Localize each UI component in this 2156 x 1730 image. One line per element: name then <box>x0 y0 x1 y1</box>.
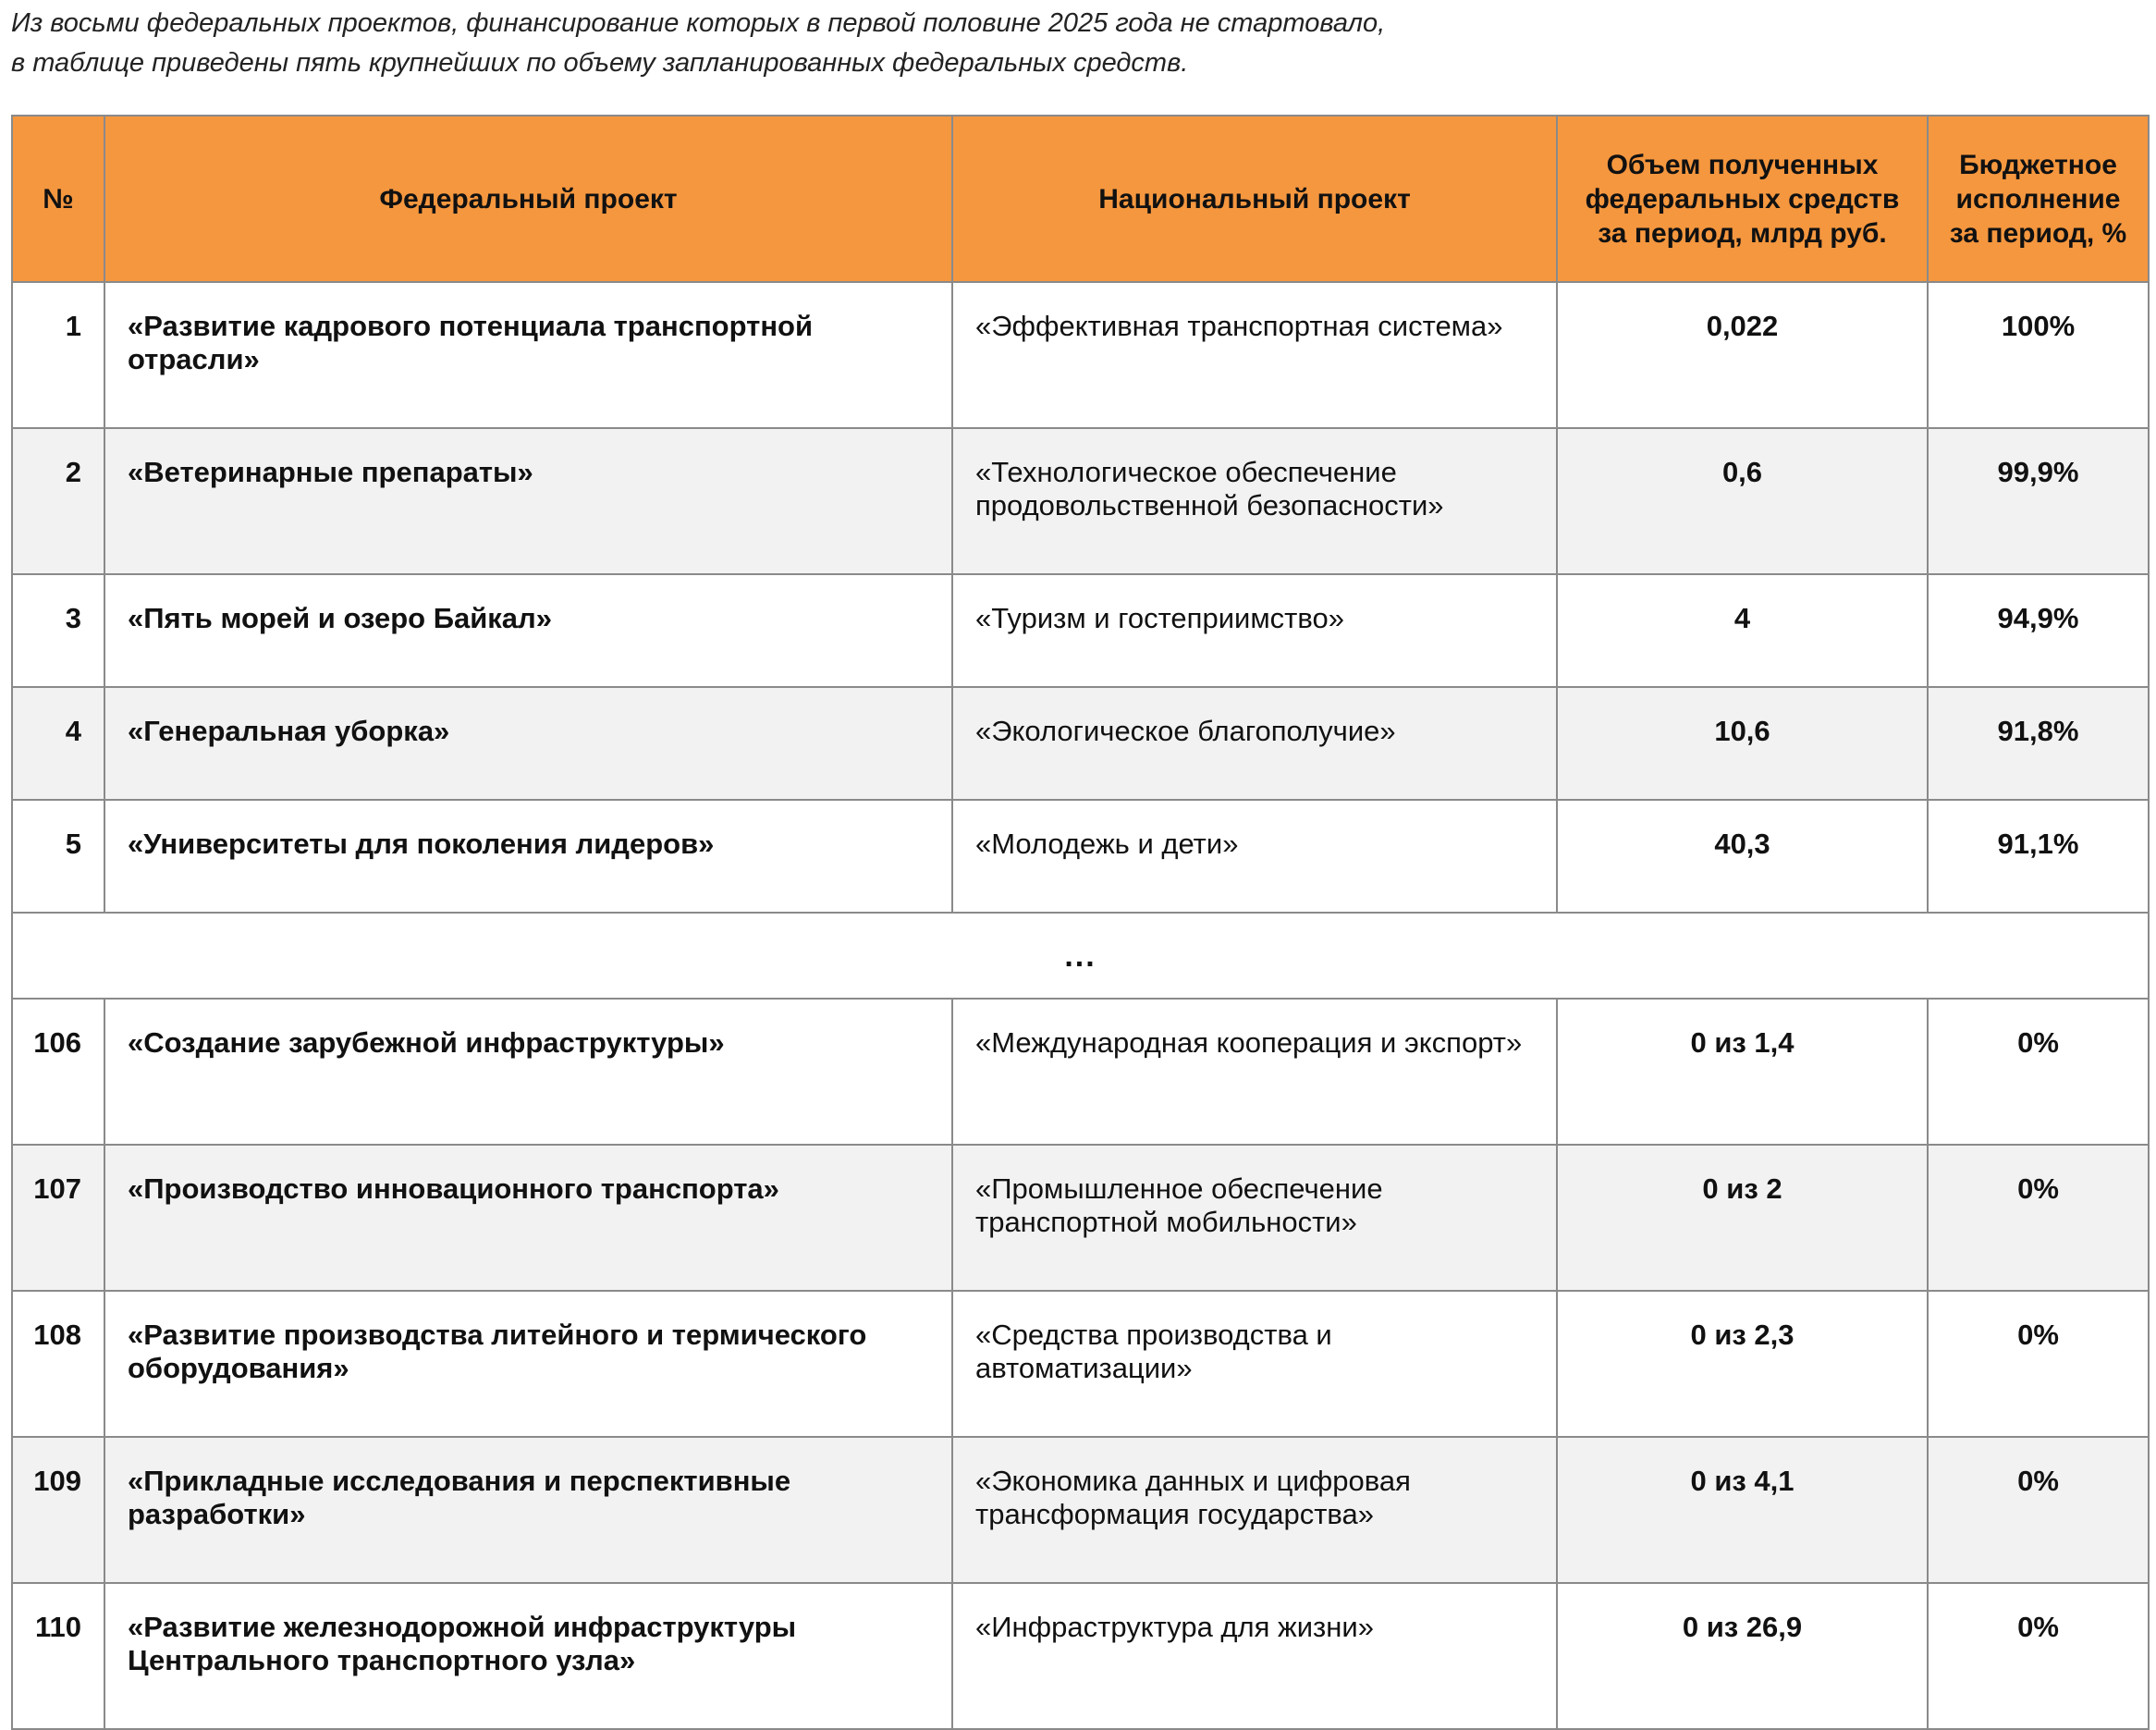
table-caption-note <box>11 4 2138 83</box>
budget-execution: 94,9% <box>1928 574 2149 687</box>
federal-projects-table <box>11 115 2150 1730</box>
ellipsis-separator: ... <box>12 913 2149 999</box>
table-row <box>12 1583 2149 1729</box>
budget-execution: 91,1% <box>1928 800 2149 913</box>
row-number: 2 <box>12 428 104 574</box>
national-project-name: «Экологическое благополучие» <box>952 687 1557 800</box>
table-row <box>12 574 2149 687</box>
national-project-name: «Инфраструктура для жизни» <box>952 1583 1557 1729</box>
national-project-name: «Молодежь и дети» <box>952 800 1557 913</box>
budget-execution: 0% <box>1928 1583 2149 1729</box>
budget-execution: 0% <box>1928 999 2149 1145</box>
funds-volume: 0 из 2 <box>1557 1145 1928 1291</box>
table-row <box>12 687 2149 800</box>
table-row <box>12 1145 2149 1291</box>
table-row <box>12 282 2149 428</box>
row-number: 4 <box>12 687 104 800</box>
caption-line-2: в таблице приведены пять крупнейших по объему запланированных федеральных средств. <box>11 48 1189 78</box>
table-header-row <box>12 116 2149 282</box>
funds-volume: 40,3 <box>1557 800 1928 913</box>
national-project-name: «Экономика данных и цифровая трансформация государства» <box>952 1437 1557 1583</box>
national-project-name: «Международная кооперация и экспорт» <box>952 999 1557 1145</box>
row-number: 110 <box>12 1583 104 1729</box>
funds-volume: 0,6 <box>1557 428 1928 574</box>
budget-execution: 0% <box>1928 1145 2149 1291</box>
header-funds-volume-label: Объем полученных федеральных средств за период, млрд руб. <box>1585 149 1900 249</box>
national-project-name: «Промышленное обеспечение транспортной мобильности» <box>952 1145 1557 1291</box>
header-num: № <box>12 116 104 282</box>
funds-volume: 0 из 26,9 <box>1557 1583 1928 1729</box>
budget-execution: 0% <box>1928 1437 2149 1583</box>
ellipsis-separator-row <box>12 913 2149 999</box>
federal-project-name: «Пять морей и озеро Байкал» <box>104 574 952 687</box>
national-project-name: «Средства производства и автоматизации» <box>952 1291 1557 1437</box>
header-national-project: Национальный проект <box>952 116 1557 282</box>
national-project-name: «Туризм и гостеприимство» <box>952 574 1557 687</box>
row-number: 107 <box>12 1145 104 1291</box>
budget-execution: 0% <box>1928 1291 2149 1437</box>
funds-volume: 0 из 2,3 <box>1557 1291 1928 1437</box>
federal-project-name: «Развитие производства литейного и термического оборудования» <box>104 1291 952 1437</box>
budget-execution: 91,8% <box>1928 687 2149 800</box>
caption-line-1: Из восьми федеральных проектов, финансирование которых в первой половине 2025 года не стартовало, <box>11 8 1386 38</box>
national-project-name: «Эффективная транспортная система» <box>952 282 1557 428</box>
federal-project-name: «Прикладные исследования и перспективные разработки» <box>104 1437 952 1583</box>
federal-project-name: «Университеты для поколения лидеров» <box>104 800 952 913</box>
table-row <box>12 999 2149 1145</box>
federal-project-name: «Генеральная уборка» <box>104 687 952 800</box>
table-row <box>12 1291 2149 1437</box>
funds-volume: 0 из 1,4 <box>1557 999 1928 1145</box>
funds-volume: 4 <box>1557 574 1928 687</box>
budget-execution: 100% <box>1928 282 2149 428</box>
national-project-name: «Технологическое обеспечение продовольственной безопасности» <box>952 428 1557 574</box>
header-federal-project: Федеральный проект <box>104 116 952 282</box>
federal-project-name: «Производство инновационного транспорта» <box>104 1145 952 1291</box>
federal-project-name: «Развитие кадрового потенциала транспортной отрасли» <box>104 282 952 428</box>
row-number: 1 <box>12 282 104 428</box>
row-number: 108 <box>12 1291 104 1437</box>
funds-volume: 10,6 <box>1557 687 1928 800</box>
federal-project-name: «Развитие железнодорожной инфраструктуры Центрального транспортного узла» <box>104 1583 952 1729</box>
table-row <box>12 800 2149 913</box>
header-budget-execution <box>1928 116 2149 282</box>
table-row <box>12 1437 2149 1583</box>
row-number: 109 <box>12 1437 104 1583</box>
federal-project-name: «Ветеринарные препараты» <box>104 428 952 574</box>
table-row <box>12 428 2149 574</box>
header-funds-volume <box>1557 116 1928 282</box>
row-number: 5 <box>12 800 104 913</box>
funds-volume: 0 из 4,1 <box>1557 1437 1928 1583</box>
funds-volume: 0,022 <box>1557 282 1928 428</box>
header-budget-execution-label: Бюджетное исполнение за период, % <box>1949 149 2127 249</box>
budget-execution: 99,9% <box>1928 428 2149 574</box>
federal-project-name: «Создание зарубежной инфраструктуры» <box>104 999 952 1145</box>
row-number: 106 <box>12 999 104 1145</box>
row-number: 3 <box>12 574 104 687</box>
